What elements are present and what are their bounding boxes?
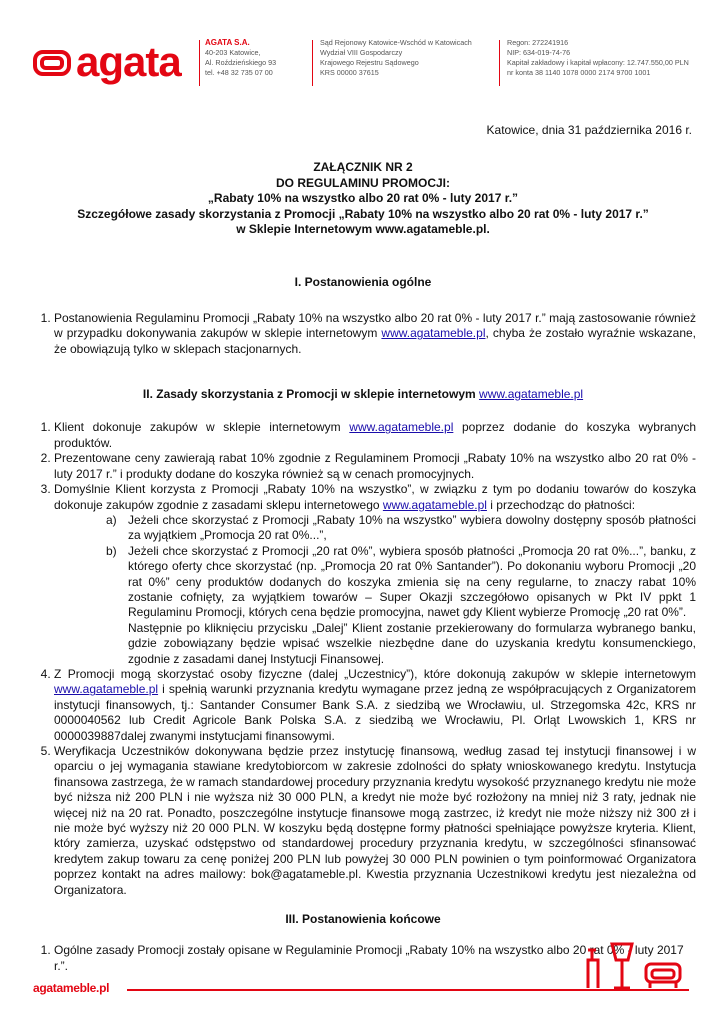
section-2-list — [30, 420, 696, 898]
agatameble-link[interactable]: www.agatameble.pl — [382, 497, 487, 512]
agatameble-link[interactable]: www.agatameble.pl — [381, 326, 486, 341]
section-3-heading: III. Postanowienia końcowe — [285, 912, 441, 927]
place-date: Katowice, dnia 31 października 2016 r. — [486, 123, 692, 137]
court-line-2: Wydział VIII Gospodarczy — [320, 48, 403, 57]
title-line-1: ZAŁĄCZNIK NR 2 — [313, 160, 413, 175]
item-text: Klient dokonuje zakupów w sklepie internetowym — [54, 420, 350, 435]
sub-note: Następnie po kliknięciu przycisku „Dalej” Klient zostanie przekierowany do formularza wybranego banku, gdzie zobowiązany będzie wpisać wszelkie niezbędne dane do uzyskania kredytu konsumenckiego, zgodnie z zasadami danej Instytucji Finansowej. — [128, 620, 696, 666]
registry-line-4: nr konta 38 1140 1078 0000 2174 9700 1001 — [507, 68, 651, 77]
logo-wordmark: agata — [76, 38, 181, 85]
heading-text: II. Zasady skorzystania z Promocji w sklepie internetowym — [142, 387, 480, 402]
court-line-3: Krajowego Rejestru Sądowego — [320, 58, 419, 67]
court-line-4: KRS 00000 37615 — [320, 68, 379, 77]
sub-text: Jeżeli chce skorzystać z Promocji „20 rat 0%”, wybiera sposób płatności „Promocja 20 rat 0%...”, banku, z którego oferty chce skorzystać (np. „Promocja 20 rat 0% Santander”). Po dokonaniu wyboru Promocji „20 rat 0%” ceny produktów dodanych do koszyka zmienia się na ceny regularne, to znaczy rabat 10% zostanie cofnięty, za wyjątkiem towarów – Super Okazji szczegółowo opisanych w Pkt IV ppkt 1 Regulaminu Promocji, których cena będzie promocyjna, nawet gdy Klient wybierze Promocję „20 rat 0%”. — [128, 543, 696, 620]
list-item — [54, 482, 696, 667]
court-line-1: Sąd Rejonowy Katowice-Wschód w Katowicach — [320, 38, 472, 47]
item-text: Z Promocji mogą skorzystać osoby fizyczne (dalej „Uczestnicy”), które dokonują zakupów w sklepie internetowym — [54, 666, 696, 681]
registry-info — [507, 38, 689, 78]
list-item: 1. Ogólne zasady Promocji zostały opisane w Regulaminie Promocji „Rabaty 10% na wszystko albo 20 rat 0% - luty 2017 r.”. — [54, 943, 696, 974]
sub-text: Jeżeli chce skorzystać z Promocji „Rabaty 10% na wszystko” wybiera dowolny dostępny sposób płatności za wyjątkiem „Promocja 20 rat 0%...”, — [128, 512, 696, 543]
header-divider — [499, 40, 500, 86]
registry-line-2: NIP: 634-019-74-76 — [507, 48, 571, 57]
item-text: Domyślnie Klient korzysta z Promocji „Rabaty 10% na wszystko”, w związku z tym po dodaniu towarów do koszyka dokonuje zakupów zgodnie z zasadami sklepu internetowego — [54, 482, 696, 512]
item-text: i spełnią warunki przyznania kredytu wymagane przez jedną ze współpracujących z Organizatorem instytucji finansowych, tj.: Santander Consumer Bank S.A. z siedzibą we Wrocławiu, ul. Strzegomska 42c, KRS nr 0000040562 lub Credit Agricole Bank Polska S.A. z siedzibą we Wrocławiu, Pl. Orląt Lwowskich 1, KRS nr 0000039887dalej zwanymi instytucjami finansowymi. — [54, 682, 696, 743]
title-line-2: DO REGULAMINU PROMOCJI: — [276, 175, 450, 190]
letterhead — [0, 0, 725, 110]
list-item — [54, 311, 696, 357]
sofa-icon — [32, 48, 72, 80]
header-divider — [199, 40, 200, 86]
list-item — [54, 667, 696, 744]
company-address-1: 40-203 Katowice, — [205, 48, 261, 57]
footer-divider — [127, 989, 689, 991]
registry-line-3: Kapitał zakładowy i kapitał wpłacony: 12.747.550,00 PLN — [507, 58, 689, 67]
sub-label: b) — [106, 543, 117, 558]
agatameble-link[interactable]: www.agatameble.pl — [349, 420, 454, 435]
document-title — [30, 160, 696, 237]
agatameble-link[interactable]: www.agatameble.pl — [479, 387, 584, 402]
header-divider — [312, 40, 313, 86]
document-body — [30, 120, 696, 974]
sub-item-a — [106, 512, 696, 544]
payment-options-list — [54, 513, 696, 621]
registry-line-1: Regon: 272241916 — [507, 38, 569, 47]
company-address-2: Al. Roździeńskiego 93 — [205, 58, 277, 67]
company-name: AGATA S.A. — [205, 38, 250, 47]
section-1-heading: I. Postanowienia ogólne — [294, 275, 432, 290]
title-line-3: „Rabaty 10% na wszystko albo 20 rat 0% - luty 2017 r.” — [207, 191, 519, 206]
footer-logo: agatameble.pl — [33, 981, 110, 995]
company-info — [205, 38, 276, 78]
agata-logo — [32, 36, 192, 98]
furniture-illustration-icon — [584, 938, 690, 994]
section-2-heading — [30, 387, 696, 402]
item-text: i przechodząc do płatności: — [486, 497, 636, 512]
list-item: 2. Prezentowane ceny zawierają rabat 10% zgodnie z Regulaminem Promocji „Rabaty 10% na wszystko albo 20 rat 0% - luty 2017 r.” i produkty dodane do koszyka również są w cenach promocyjnych. — [54, 451, 696, 482]
sub-item-b — [106, 543, 696, 621]
list-item — [54, 420, 696, 451]
list-item: 5. Weryfikacja Uczestników dokonywana będzie przez instytucję finansową, według zasad tej instytucji finansowej i w oparciu o jej wymagania stawiane kredytobiorcom w zakresie zdolności do spłaty wnioskowanego kredytu. Instytucja finansowa zastrzega, że w ramach standardowej procedury przyznania kredytu wysokość przyznanego kredytu nie może być niższa niż 200 PLN i nie wyższa niż 30 000 PLN, a kredyt nie może być rozłożony na mniej niż 3 raty, jednak nie więcej niż na 20 rat. Ponadto, poszczególne instytucje finansowe mogą zastrzec, iż kredyt nie może niższy niż 300 zł i nie może być wyższy niż 20 000 PLN. W koszyku będą dostępne formy płatności spełniające powyższe kryteria. Klient, który zamierza, uzyskać odstępstwo od standardowej procedury przyznania kredytu, w szczególności sfinansować kredytem zakup towaru za cenę poniżej 200 PLN lub powyżej 30 000 PLN powinien o tym poinformować Organizatora poprzez kontakt na adres mailowy: bok@agatameble.pl. Kwestia przyznania Uczestnikowi kredytu jest niezależna od Organizatora. — [54, 744, 696, 898]
title-line-5: w Sklepie Internetowym www.agatameble.pl. — [236, 222, 490, 237]
company-phone: tel. +48 32 735 07 00 — [205, 68, 273, 77]
section-1-list — [30, 311, 696, 357]
item-text: , chyba że zostało wyraźnie wskazane, że obowiązują tylko w sklepach stacjonarnych. — [54, 326, 696, 356]
agatameble-link[interactable]: www.agatameble.pl — [54, 682, 159, 697]
item-text: Postanowienia Regulaminu Promocji „Rabaty 10% na wszystko albo 20 rat 0% - luty 2017 r.” mają zastosowanie również w przypadku dokonywania zakupów w sklepie internetowym — [54, 310, 696, 341]
sub-label: a) — [106, 512, 117, 527]
title-line-4: Szczegółowe zasady skorzystania z Promocji „Rabaty 10% na wszystko albo 20 rat 0% - luty 2017 r.” — [77, 206, 649, 221]
court-info — [320, 38, 472, 78]
item-text: poprzez dodanie do koszyka wybranych produktów. — [54, 420, 696, 450]
